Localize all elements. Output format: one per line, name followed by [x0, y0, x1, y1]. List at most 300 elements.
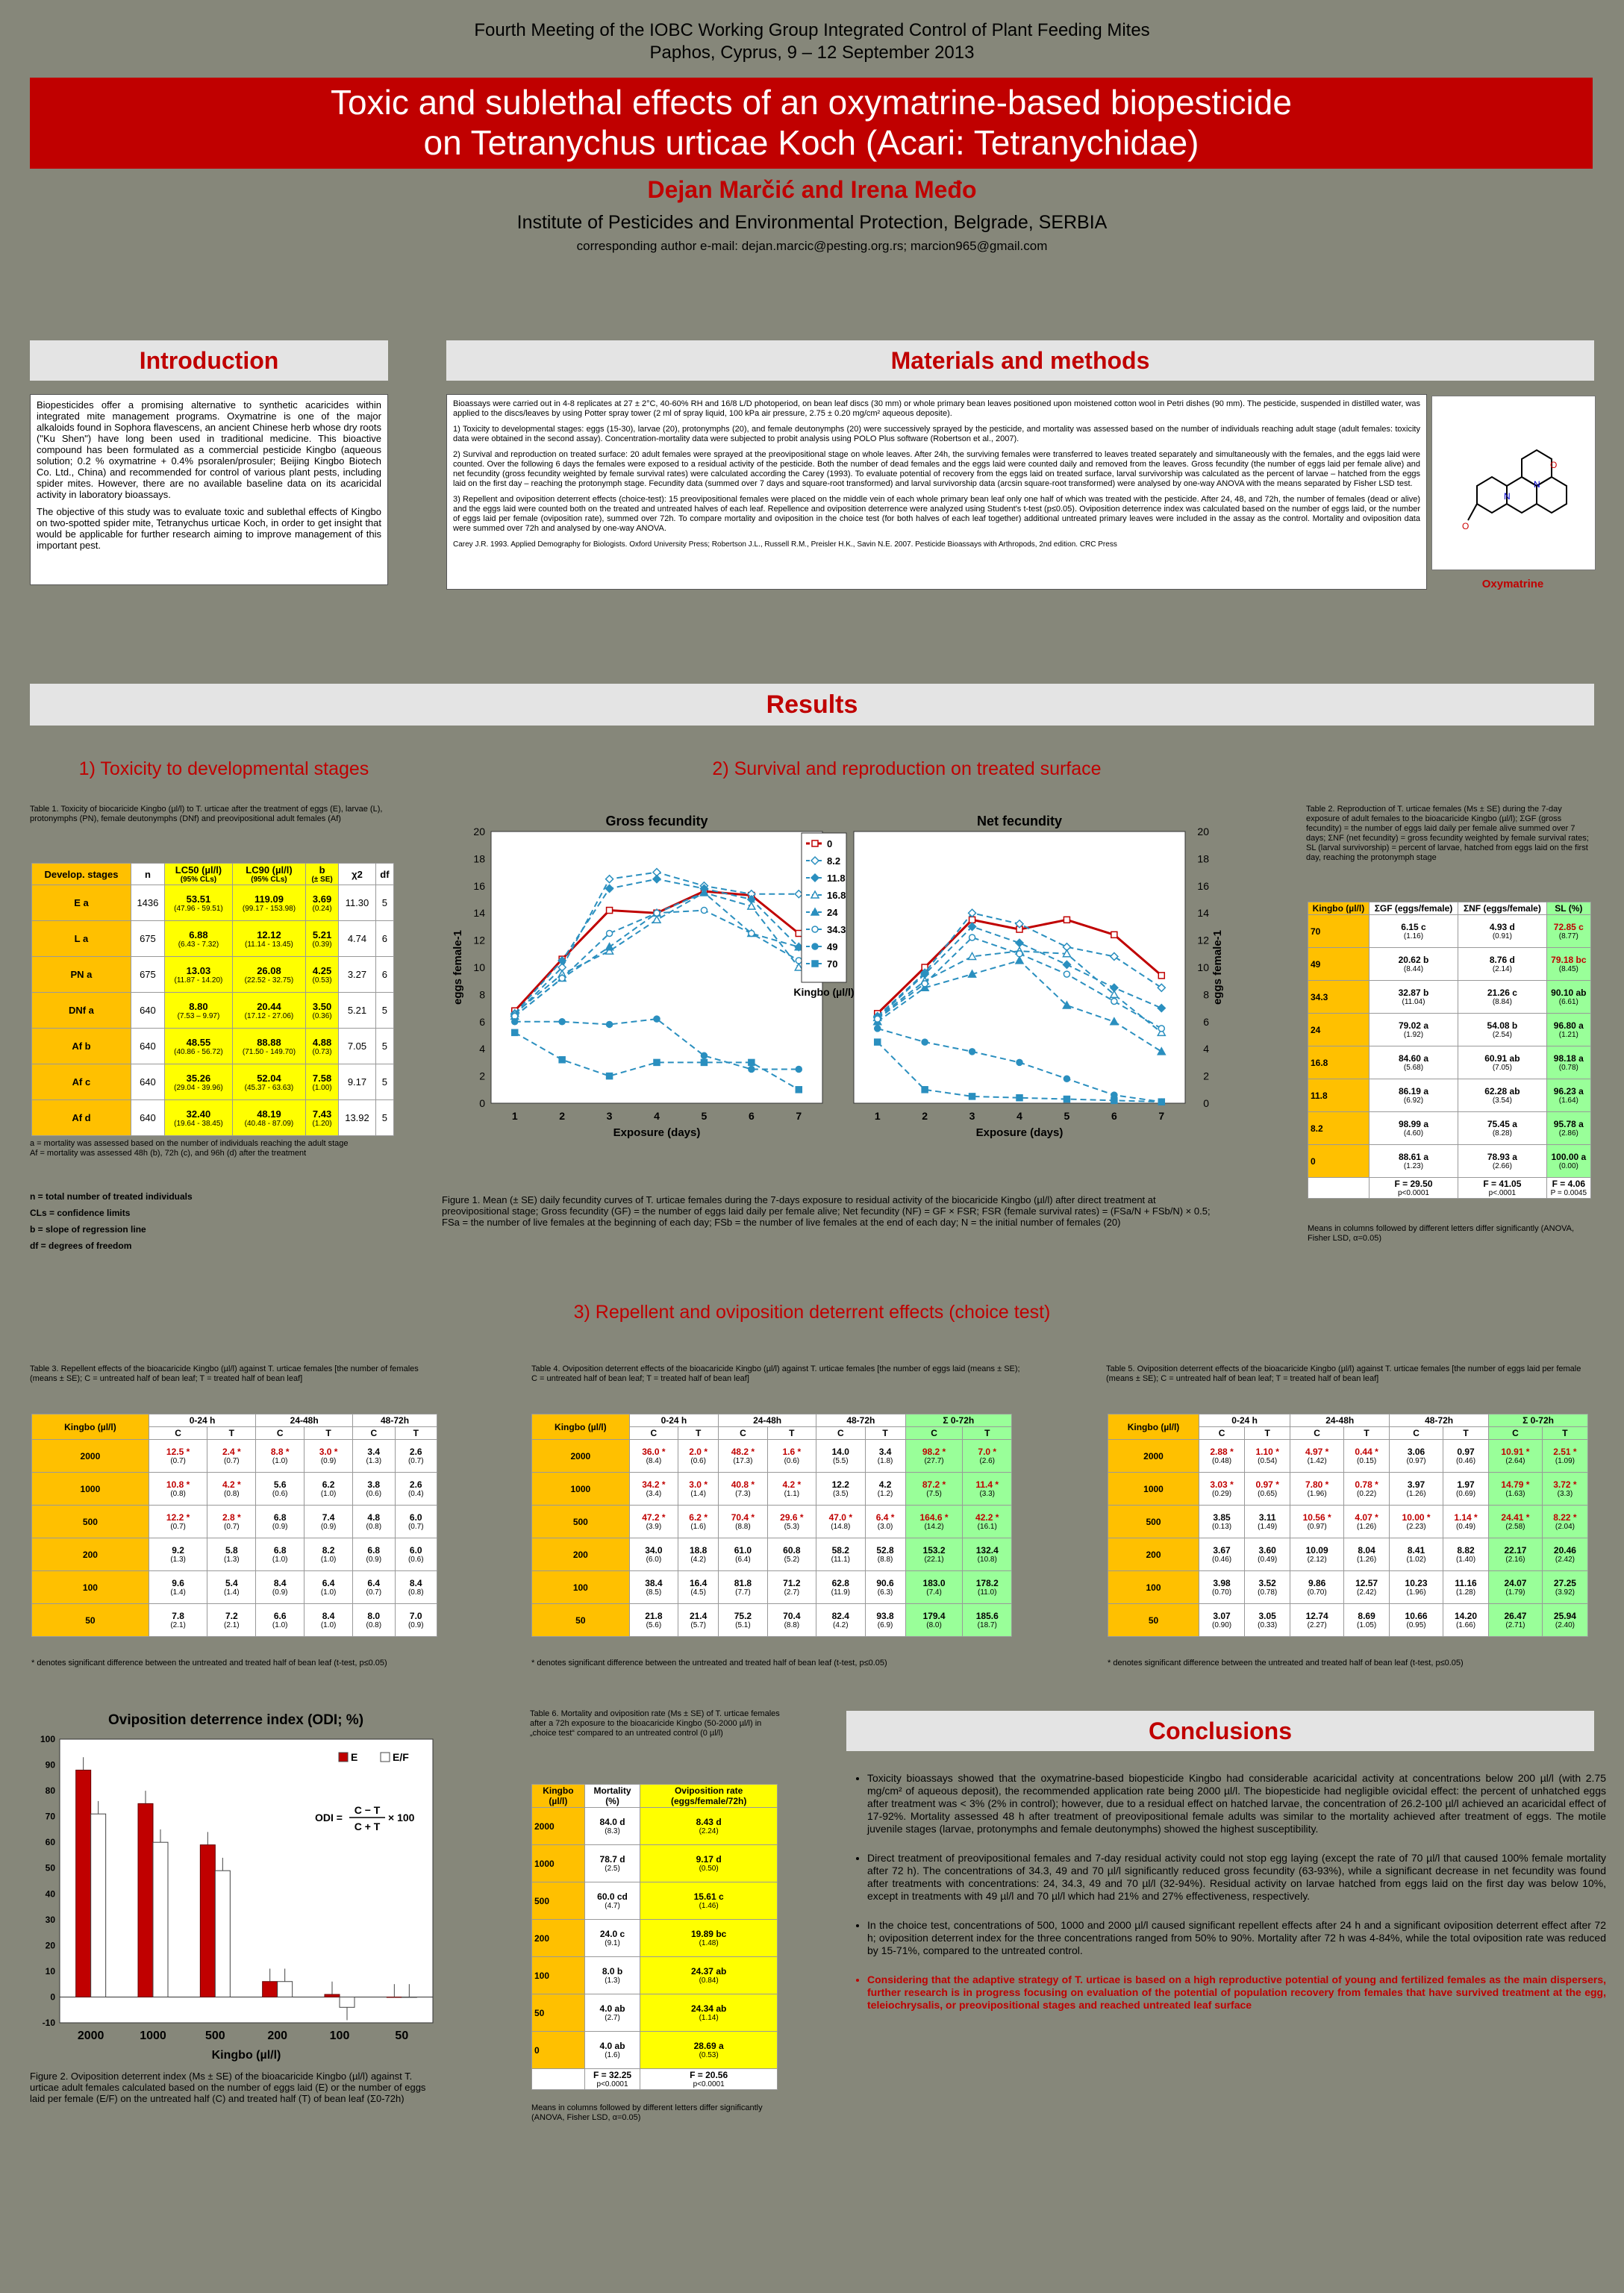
- value-cell: [629, 1538, 678, 1571]
- value-cell: [1390, 1571, 1443, 1604]
- cell-value: 179.4: [922, 1611, 946, 1621]
- value-cell: [1245, 1440, 1290, 1473]
- table1-note-1: a = mortality was assessed based on the number of individuals reaching the adult stage: [30, 1139, 349, 1148]
- x-tick-label: 1: [511, 1110, 518, 1122]
- meeting-name: Fourth Meeting of the IOBC Working Group Integrated Control of Plant Feeding Mites: [474, 20, 1150, 40]
- n-cell: 1436: [131, 885, 164, 921]
- cell-se: (10.8): [977, 1556, 997, 1564]
- nf-cell: [1458, 1079, 1547, 1112]
- y-tick-label: -10: [42, 2018, 55, 2028]
- cell-value: 10.00 *: [1402, 1512, 1431, 1523]
- data-point: [1111, 932, 1117, 938]
- value-cell: [395, 1571, 437, 1604]
- formula-denominator: C + T: [354, 1821, 381, 1832]
- cell-se: (6.43 - 7.32): [178, 940, 219, 949]
- cell-value: 2.0 *: [689, 1447, 708, 1457]
- cell-se: (4.2): [833, 1621, 849, 1629]
- ct-header: C: [816, 1427, 865, 1440]
- table-row: [532, 2032, 778, 2069]
- gf-cell: [1369, 1079, 1458, 1112]
- value-cell: [256, 1473, 304, 1506]
- data-point: [607, 1021, 613, 1027]
- value-cell: [207, 1604, 256, 1637]
- legend-label: 34.3: [827, 924, 846, 935]
- lc90-cell: [232, 1100, 305, 1136]
- table-row: [532, 1440, 1012, 1473]
- cell-se: (2.1): [170, 1621, 186, 1629]
- cell-value: 75.2: [734, 1611, 752, 1621]
- kingbo-cell: 49: [1308, 948, 1370, 981]
- chi-cell: 5.21: [339, 993, 376, 1029]
- cell-value: 15.61 c: [693, 1891, 724, 1902]
- table-header: [305, 864, 338, 885]
- ct-header: C: [905, 1427, 963, 1440]
- table-row: [532, 1957, 778, 1994]
- cell-value: 7.43: [312, 1108, 332, 1120]
- value-cell: [395, 1440, 437, 1473]
- value-cell: [1542, 1571, 1587, 1604]
- ct-header: T: [1245, 1427, 1290, 1440]
- data-point: [1064, 971, 1069, 977]
- table1: [31, 863, 394, 1136]
- chi-cell: 11.30: [339, 885, 376, 921]
- table-header-row: [532, 1414, 1012, 1427]
- cell-value: 0.97: [1457, 1447, 1475, 1457]
- cell-value: 8.4: [409, 1578, 422, 1588]
- value-cell: [1245, 1571, 1290, 1604]
- institute: Institute of Pesticides and Environmental Protection, Belgrade, SERBIA: [516, 212, 1108, 233]
- cell-value: 8.4: [273, 1578, 287, 1588]
- cell-se: (1.05): [1357, 1621, 1377, 1629]
- cell-value: 22.17: [1504, 1545, 1527, 1556]
- data-point: [1111, 1097, 1117, 1103]
- cell-se: (5.7): [690, 1621, 706, 1629]
- cell-se: (3.4): [646, 1490, 662, 1498]
- cell-se: (3.92): [1555, 1588, 1575, 1597]
- cell-value: 10.66: [1405, 1611, 1428, 1621]
- ct-header: T: [1443, 1427, 1488, 1440]
- ct-header: T: [767, 1427, 816, 1440]
- value-cell: [1290, 1538, 1344, 1571]
- cell-se: (1.1): [784, 1490, 800, 1498]
- kingbo-cell: 0: [1308, 1145, 1370, 1178]
- cell-value: 5.6: [273, 1479, 287, 1490]
- cell-se: (0.69): [1455, 1490, 1476, 1498]
- cell-se: (8.0): [926, 1621, 942, 1629]
- sl-cell: [1546, 1145, 1590, 1178]
- table-row: [1108, 1571, 1588, 1604]
- conclusion-2: • Direct treatment of preovipositional females and 7-day residual activity could not stop egg laying (except the rate of 70 µl/l that caused 100% female mortality after 72 h). The concentrations of 34.3, 49 and 70 µl/l significantly reduced gross fecundity (63-93%), while a significant decrease in net fecundity was found after treatments with concentrations: 24, 34.3, 49 and 70 µl/l (32-94%). Residual activity on larvae hatched from eggs laid on the first day was below 10%, except in treatments with 49 µl/l and 70 µl/l which had 21% and 27% effectiveness, respectively.: [867, 1852, 1606, 1903]
- stage-cell: Af c: [32, 1064, 131, 1100]
- value-cell: [1344, 1473, 1390, 1506]
- cell-se: (2.5): [605, 1865, 620, 1873]
- kingbo-cell: 2000: [1108, 1440, 1199, 1473]
- cell-value: 2.6: [409, 1447, 422, 1457]
- cell-value: 3.85: [1213, 1512, 1231, 1523]
- cell-se: (1.26): [1357, 1556, 1377, 1564]
- cell-value: 11.16: [1455, 1578, 1477, 1588]
- table6-note: Means in columns followed by different letters differ significantly (ANOVA, Fisher LSD, α=0.05): [531, 2103, 763, 2122]
- cell-value: 61.0: [734, 1545, 752, 1556]
- y-tick-label: 10: [45, 1965, 55, 1977]
- y-tick-label: 60: [45, 1837, 55, 1848]
- y-tick-label: 6: [479, 1015, 485, 1028]
- period-header: Σ 0-72h: [905, 1414, 1011, 1427]
- value-cell: [963, 1473, 1012, 1506]
- value-cell: [1344, 1440, 1390, 1473]
- data-point: [796, 931, 802, 937]
- chart-legend: [793, 833, 854, 998]
- cell-se: (0.78): [1258, 1588, 1278, 1597]
- stage-cell: DNf a: [32, 993, 131, 1029]
- value-cell: [719, 1604, 767, 1637]
- cell-value: 2.4 *: [222, 1447, 241, 1457]
- cell-value: 34.0: [645, 1545, 663, 1556]
- cell-value: 3.52: [1258, 1578, 1276, 1588]
- cell-se: (71.50 - 149.70): [242, 1047, 296, 1056]
- value-cell: [1443, 1604, 1488, 1637]
- cell-value: 25.94: [1553, 1611, 1576, 1621]
- ct-header: T: [1542, 1427, 1587, 1440]
- kingbo-cell: 2000: [532, 1808, 585, 1845]
- meeting-place: Paphos, Cyprus, 9 – 12 September 2013: [649, 43, 975, 63]
- cell-value: 1.10 *: [1255, 1447, 1279, 1457]
- cell-value: 3.07: [1213, 1611, 1231, 1621]
- cell-value: df: [380, 868, 390, 880]
- chi-cell: 7.05: [339, 1029, 376, 1064]
- cell-se: (0.7): [407, 1457, 424, 1465]
- value-cell: [963, 1571, 1012, 1604]
- results-sub-1: 1) Toxicity to developmental stages: [78, 758, 369, 779]
- table-row: [532, 1920, 778, 1957]
- chi-cell: 4.74: [339, 921, 376, 957]
- table1-legend: [30, 1188, 393, 1254]
- cell-se: (11.04): [1402, 998, 1425, 1006]
- cell-se: (1.09): [1555, 1457, 1575, 1465]
- cell-value: 20.46: [1553, 1545, 1576, 1556]
- cell-value: 93.8: [876, 1611, 894, 1621]
- slope-cell: [305, 1100, 338, 1136]
- cell-se: (0.36): [312, 1011, 332, 1020]
- data-point: [922, 981, 928, 987]
- gf-cell: [1369, 981, 1458, 1014]
- table-row: [532, 1845, 778, 1882]
- kingbo-cell: 100: [32, 1571, 149, 1604]
- cell-value: 48.2 *: [731, 1447, 755, 1457]
- poster-title: [30, 78, 1593, 169]
- n-cell: 640: [131, 993, 164, 1029]
- lc90-cell: [232, 885, 305, 921]
- n-cell: 640: [131, 1064, 164, 1100]
- table-row: [32, 1571, 437, 1604]
- stats-cell: [584, 2069, 640, 2090]
- plot-area: [60, 1739, 433, 2023]
- gf-cell: [1369, 1112, 1458, 1145]
- table5-caption: Table 5. Oviposition deterrent effects of the bioacaricide Kingbo (µl/l) against T. urticae females [the number of eggs laid per female (means ± SE); C = untreated half of bean leaf; T = treated half of bean leaf]: [1106, 1364, 1581, 1383]
- figure2-chart: [30, 1702, 442, 2068]
- cell-value: 24.0 c: [599, 1929, 625, 1939]
- cell-se: (8.45): [1558, 965, 1578, 973]
- n-cell: 640: [131, 1100, 164, 1136]
- cell-value: 1.97: [1457, 1479, 1475, 1490]
- kingbo-cell: 100: [532, 1571, 630, 1604]
- value-cell: [905, 1440, 963, 1473]
- cell-value: 62.28 ab: [1484, 1086, 1520, 1096]
- cell-se: (2.23): [1406, 1523, 1426, 1531]
- lc90-cell: [232, 921, 305, 957]
- cell-value: 47.2 *: [642, 1512, 666, 1523]
- cell-se: (1.4): [224, 1588, 240, 1597]
- fecundity-panel: [854, 814, 1224, 1139]
- cell-value: 9.86: [1308, 1578, 1326, 1588]
- value-cell: [1245, 1604, 1290, 1637]
- cell-value: 6.6: [273, 1611, 287, 1621]
- ct-header: C: [629, 1427, 678, 1440]
- value-cell: [149, 1506, 207, 1538]
- legend-label: E: [351, 1751, 358, 1763]
- cell-se: (0.84): [699, 1977, 719, 1985]
- cell-value: 8.41: [1407, 1545, 1425, 1556]
- cell-value: 60.0 cd: [597, 1891, 628, 1902]
- table-row: [1108, 1604, 1588, 1637]
- value-cell: [1245, 1506, 1290, 1538]
- cell-se: (22.52 - 32.75): [244, 976, 294, 985]
- value-cell: [395, 1473, 437, 1506]
- cell-value: 21.26 c: [1487, 988, 1517, 998]
- kingbo-cell: 200: [532, 1538, 630, 1571]
- cell-value: 3.4: [367, 1447, 381, 1457]
- table-row: [1308, 948, 1591, 981]
- y-tick-label: 70: [45, 1811, 55, 1822]
- y-tick-label: 8: [479, 988, 485, 1001]
- table-header: [32, 864, 131, 885]
- cell-se: (22.1): [924, 1556, 944, 1564]
- value-cell: [1542, 1604, 1587, 1637]
- bar: [325, 1994, 340, 1997]
- cell-se: (0.9): [366, 1556, 382, 1564]
- data-point: [796, 958, 802, 964]
- intro-heading: Introduction: [30, 340, 388, 381]
- value-cell: [149, 1571, 207, 1604]
- cell-se: (95% CLs): [180, 876, 217, 884]
- cell-se: (4.2): [690, 1556, 706, 1564]
- cell-value: b: [319, 864, 325, 876]
- data-point: [512, 1019, 518, 1025]
- cell-value: 19.89 bc: [690, 1929, 727, 1939]
- cell-se: (1.21): [1558, 1031, 1578, 1039]
- molecule-label: Oxymatrine: [1481, 578, 1544, 590]
- y-axis-label: eggs female-1: [1211, 929, 1224, 1005]
- y-tick-label: 20: [1197, 826, 1209, 837]
- cell-value: 53.51: [186, 893, 211, 905]
- cell-se: (1.6): [690, 1523, 706, 1531]
- cell-value: 95.78 a: [1553, 1119, 1584, 1129]
- value-cell: [678, 1604, 719, 1637]
- value-cell: [1390, 1538, 1443, 1571]
- value-cell: [1290, 1440, 1344, 1473]
- cell-value: 88.88: [257, 1036, 281, 1048]
- cell-value: 35.26: [186, 1072, 211, 1084]
- value-cell: [1245, 1473, 1290, 1506]
- cell-value: LC90 (µl/l): [246, 864, 293, 876]
- conclusion-3: • In the choice test, concentrations of 500, 1000 and 2000 µl/l caused significant repellent effects after 24 h and a significant oviposition deterrent effect after 72 h; oviposition deterrent index for the three concentrations ranged from 50% to 90%. Mortality after 72 h was 4-84%, while the total oviposition rate was reduced by 15-71%, compared to the untreated control.: [867, 1919, 1606, 1957]
- cell-value: 6.15 c: [1401, 922, 1426, 932]
- cell-se: (8.5): [646, 1588, 662, 1597]
- cell-se: (2.24): [699, 1827, 719, 1835]
- cell-value: 1.6 *: [782, 1447, 802, 1457]
- ct-header: T: [304, 1427, 353, 1440]
- cell-value: 81.8: [734, 1578, 752, 1588]
- cell-value: 0.97 *: [1255, 1479, 1279, 1490]
- table-header: SL (%): [1546, 902, 1590, 915]
- cell-se: (0.7): [224, 1457, 240, 1465]
- cell-value: Develop. stages: [44, 868, 119, 880]
- x-tick-label: 7: [796, 1110, 802, 1122]
- kingbo-cell: 50: [532, 1994, 585, 2032]
- cell-se: (8.4): [646, 1457, 662, 1465]
- y-tick-label: 14: [473, 907, 485, 920]
- conclusions-heading: Conclusions: [846, 1711, 1594, 1751]
- value-cell: [816, 1604, 865, 1637]
- cell-value: 78.7 d: [599, 1854, 625, 1865]
- lc50-cell: [164, 957, 232, 993]
- cell-se: (40.86 - 56.72): [174, 1047, 223, 1056]
- cell-value: 7.4: [322, 1512, 335, 1523]
- value-cell: [816, 1538, 865, 1571]
- table-row: [532, 1604, 1012, 1637]
- cell-se: (1.0): [320, 1556, 337, 1564]
- value-cell: [719, 1506, 767, 1538]
- data-point: [607, 1073, 613, 1079]
- legend-swatch: [381, 1753, 390, 1762]
- table-row: [32, 1029, 394, 1064]
- cell-se: (17.3): [733, 1457, 753, 1465]
- cell-se: (0.54): [1258, 1457, 1278, 1465]
- data-point: [1158, 1026, 1164, 1032]
- mortality-cell: [584, 2032, 640, 2069]
- cell-se: (1.64): [1558, 1096, 1578, 1105]
- df-cell: 6: [375, 957, 393, 993]
- bar: [263, 1982, 278, 1997]
- cell-se: (0.9): [272, 1588, 288, 1597]
- cell-value: 4.8: [367, 1512, 381, 1523]
- cell-se: (99.17 - 153.98): [242, 904, 296, 913]
- cell-value: 98.18 a: [1553, 1053, 1584, 1064]
- cell-se: (6.9): [877, 1621, 893, 1629]
- value-cell: [149, 1473, 207, 1506]
- data-point: [969, 1049, 975, 1055]
- cell-se: (0.49): [1455, 1523, 1476, 1531]
- cell-se: (11.14 - 13.45): [245, 940, 293, 949]
- cell-se: (0.39): [312, 940, 332, 949]
- cell-se: (0.49): [1258, 1556, 1278, 1564]
- y-tick-label: 4: [479, 1043, 485, 1055]
- value-cell: [963, 1604, 1012, 1637]
- cell-se: (0.9): [320, 1457, 337, 1465]
- cell-se: (1.16): [1403, 932, 1424, 940]
- cell-se: (2.40): [1555, 1621, 1575, 1629]
- cell-value: 71.2: [783, 1578, 801, 1588]
- ct-header: C: [1290, 1427, 1344, 1440]
- legend-label: 49: [827, 941, 838, 952]
- x-tick-label: 1000: [140, 2030, 166, 2042]
- value-cell: [1542, 1538, 1587, 1571]
- conclusion-4: • Considering that the adaptive strategy of T. urticae is based on a high reproductive potential of young and fertilized females as the main dispersers, further research is in progress focusing on evaluation of the potential of population recovery from females that have survived treatment at the egg, teleiochrysalis, or preovipositional stages and reached untreated leaf surface: [867, 1974, 1606, 2012]
- value-cell: [963, 1440, 1012, 1473]
- value-cell: [1290, 1604, 1344, 1637]
- value-cell: [1390, 1506, 1443, 1538]
- cell-value: 3.69: [312, 893, 332, 905]
- x-axis-label: Exposure (days): [975, 1126, 1064, 1139]
- table-row: [1108, 1473, 1588, 1506]
- oxymatrine-structure: [1431, 396, 1596, 570]
- ct-header: C: [149, 1427, 207, 1440]
- cell-se: (7.4): [926, 1588, 942, 1597]
- empty-cell: [1308, 1178, 1370, 1199]
- data-point: [1016, 951, 1022, 957]
- data-point: [607, 931, 613, 937]
- cell-value: 4.25: [312, 964, 332, 976]
- cell-se: (1.0): [320, 1621, 337, 1629]
- value-cell: [905, 1538, 963, 1571]
- value-cell: [353, 1571, 395, 1604]
- cell-se: (0.7): [407, 1523, 424, 1531]
- cell-value: 3.0 *: [689, 1479, 708, 1490]
- cell-value: 8.80: [189, 1000, 208, 1012]
- cell-value: 79.02 a: [1398, 1020, 1428, 1031]
- authors: Dejan Marčić and Irena Međo: [647, 176, 977, 203]
- data-point: [512, 1029, 518, 1035]
- value-cell: [1245, 1538, 1290, 1571]
- cell-value: 6.2 *: [689, 1512, 708, 1523]
- cell-se: (1.26): [1357, 1523, 1377, 1531]
- legend-df: df = degrees of freedom: [30, 1241, 132, 1251]
- bar: [153, 1842, 168, 1997]
- stage-cell: Af d: [32, 1100, 131, 1136]
- methods-p2: 2) Survival and reproduction on treated surface: 20 adult females were sprayed at the preovipositional stage on whole leaves. After 24h, the surviving females were transferred to leaves treated separately and simultaneously with the females, and the eggs laid were counted. Over the following 6 days the females were exposed to a residual activity of the pesticide. Both the number of dead females and the eggs laid were counted daily and removed from the leaves. Gross fecundity (the number of eggs laid per female alive) and net fecundity (gross fecundity weighted by female survival rates) were calculated according the Carey (1993). To evaluate potential of recovery from the eggs laid on treated surface, larval survivorship was calculated as the percent of larvae – hatched from the eggs laid on the first day – reaching the protonymph stage. Fecundity data (summed over 7 days and square-root transformed) and larval survivorship data (arcsin square-root transformed) were analysed by one-way ANOVA with the means separated by Fisher LSD test.: [453, 450, 1420, 488]
- y-tick-label: 90: [45, 1759, 55, 1771]
- cell-value: 24.07: [1504, 1578, 1527, 1588]
- gf-cell: [1369, 915, 1458, 948]
- y-tick-label: 6: [1203, 1015, 1209, 1028]
- cell-value: 29.6 *: [780, 1512, 804, 1523]
- table-header: ΣGF (eggs/female): [1369, 902, 1458, 915]
- cell-value: 98.99 a: [1398, 1119, 1428, 1129]
- value-cell: [629, 1473, 678, 1506]
- kingbo-cell: 1000: [1108, 1473, 1199, 1506]
- cell-value: 4.07 *: [1355, 1512, 1378, 1523]
- cell-value: 20.62 b: [1398, 955, 1429, 965]
- y-tick-label: 40: [45, 1888, 55, 1900]
- value-cell: [905, 1571, 963, 1604]
- cell-se: (1.96): [1307, 1490, 1327, 1498]
- kingbo-cell: 24: [1308, 1014, 1370, 1046]
- value-cell: [865, 1506, 905, 1538]
- cell-se: (1.48): [699, 1939, 719, 1947]
- cell-value: 9.17 d: [696, 1854, 722, 1865]
- slope-cell: [305, 993, 338, 1029]
- chi-cell: 9.17: [339, 1064, 376, 1100]
- cell-value: F = 20.56: [690, 2070, 728, 2080]
- cell-se: (7.7): [735, 1588, 751, 1597]
- value-cell: [353, 1604, 395, 1637]
- cell-value: 84.0 d: [599, 1817, 625, 1827]
- cell-se: (2.58): [1505, 1523, 1525, 1531]
- gf-cell: [1369, 1014, 1458, 1046]
- y-tick-label: 0: [1203, 1097, 1209, 1109]
- cell-se: (6.4): [735, 1556, 751, 1564]
- cell-se: (2.27): [1307, 1621, 1327, 1629]
